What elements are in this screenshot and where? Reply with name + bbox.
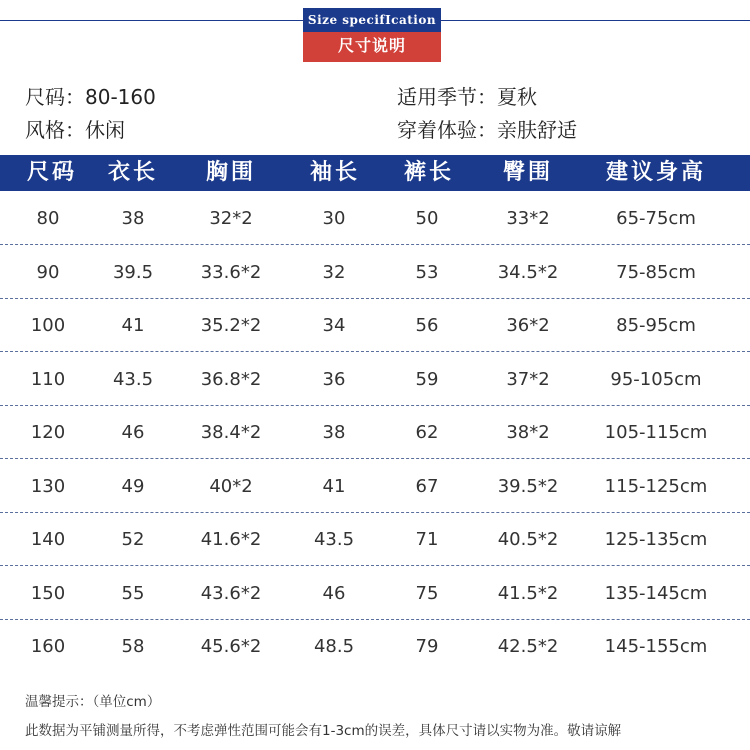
table-cell: 62 (415, 422, 439, 443)
table-cell: 41 (121, 315, 145, 336)
title-chinese: 尺寸说明 (303, 32, 441, 62)
table-cell: 56 (415, 315, 439, 336)
table-cell: 105-115cm (604, 422, 708, 443)
table-cell: 75 (415, 582, 439, 604)
table-cell: 80 (36, 208, 60, 229)
table-cell: 67 (415, 475, 439, 497)
table-cell: 52 (121, 529, 145, 550)
table-cell: 50 (415, 208, 439, 229)
table-cell: 38 (121, 208, 145, 229)
table-cell: 115-125cm (604, 475, 708, 497)
table-cell: 39.5*2 (497, 475, 559, 497)
table-cell: 36.8*2 (200, 368, 262, 390)
table-cell: 125-135cm (604, 529, 708, 550)
disclaimer-text: 此数据为平铺测量所得，不考虑弹性范围可能会有1-3cm的误差，具体尺寸请以实物为准。敬请谅解 (25, 723, 622, 739)
table-row (0, 353, 750, 406)
info-feel (397, 114, 577, 143)
table-cell: 48.5 (313, 636, 355, 657)
info-season-value: 夏秋 (497, 85, 537, 109)
table-cell: 135-145cm (604, 582, 708, 604)
info-feel-label: 穿着体验： (397, 118, 497, 142)
table-cell: 49 (121, 475, 145, 497)
info-size (25, 81, 156, 110)
table-cell: 30 (322, 208, 346, 229)
table-row (0, 620, 750, 673)
title-banner (0, 8, 750, 32)
table-cell: 36 (322, 368, 346, 390)
table-cell: 38*2 (506, 422, 550, 443)
table-cell: 35.2*2 (200, 315, 262, 336)
table-cell: 45.6*2 (200, 636, 262, 657)
table-cell: 55 (121, 582, 145, 604)
table-cell: 145-155cm (604, 636, 708, 657)
table-cell: 100 (30, 315, 66, 336)
column-header: 建议身高 (605, 160, 706, 185)
table-cell: 130 (30, 475, 66, 497)
info-style-value: 休闲 (85, 118, 125, 142)
column-header: 袖长 (309, 160, 360, 185)
table-cell: 160 (30, 636, 66, 657)
table-cell: 32*2 (209, 208, 253, 229)
table-cell: 46 (121, 422, 145, 443)
table-cell: 71 (415, 529, 439, 550)
table-cell: 41.5*2 (497, 582, 559, 604)
column-header: 裤长 (403, 160, 454, 185)
info-size-value: 80-160 (85, 85, 156, 109)
info-size-label: 尺码： (25, 85, 85, 109)
table-cell: 59 (415, 368, 439, 390)
table-row (0, 513, 750, 566)
table-row (0, 246, 750, 299)
table-cell: 34.5*2 (497, 261, 559, 283)
table-cell: 43.6*2 (200, 582, 262, 604)
column-header: 衣长 (107, 160, 158, 185)
table-cell: 34 (322, 315, 346, 336)
table-cell: 41 (322, 475, 346, 497)
table-cell: 40*2 (209, 475, 253, 497)
table-row (0, 460, 750, 513)
table-cell: 42.5*2 (497, 636, 559, 657)
table-cell: 65-75cm (616, 208, 696, 229)
table-cell: 95-105cm (610, 368, 702, 390)
info-season-label: 适用季节： (397, 85, 497, 109)
column-header: 臀围 (502, 160, 553, 185)
table-cell: 43.5 (313, 529, 355, 550)
table-cell: 46 (322, 582, 346, 604)
table-cell: 53 (415, 261, 439, 283)
table-cell: 110 (30, 368, 66, 390)
table-cell: 33*2 (506, 208, 550, 229)
table-cell: 150 (30, 582, 66, 604)
table-cell: 40.5*2 (497, 529, 559, 550)
table-cell: 58 (121, 636, 145, 657)
table-row (0, 406, 750, 459)
table-cell: 79 (415, 636, 439, 657)
info-style (25, 114, 125, 143)
size-table-header (0, 155, 750, 191)
table-cell: 33.6*2 (200, 261, 262, 283)
title-english: Size specifIcation (303, 8, 441, 32)
table-row (0, 299, 750, 352)
column-header: 尺码 (26, 160, 77, 185)
table-cell: 37*2 (506, 368, 550, 390)
table-cell: 36*2 (506, 315, 550, 336)
column-header: 胸围 (205, 160, 256, 185)
table-cell: 85-95cm (616, 315, 696, 336)
table-row (0, 567, 750, 620)
table-cell: 32 (322, 261, 346, 283)
table-cell: 43.5 (112, 368, 154, 390)
tip-text: 温馨提示：（单位cm） (25, 694, 161, 710)
table-cell: 120 (30, 422, 66, 443)
info-style-label: 风格： (25, 118, 85, 142)
table-cell: 90 (36, 261, 60, 283)
table-cell: 39.5 (112, 261, 154, 283)
table-cell: 140 (30, 529, 66, 550)
table-cell: 41.6*2 (200, 529, 262, 550)
info-feel-value: 亲肤舒适 (497, 118, 577, 142)
info-season (397, 81, 537, 110)
table-cell: 38 (322, 422, 346, 443)
table-cell: 75-85cm (616, 261, 696, 283)
table-cell: 38.4*2 (200, 422, 262, 443)
table-row (0, 192, 750, 245)
